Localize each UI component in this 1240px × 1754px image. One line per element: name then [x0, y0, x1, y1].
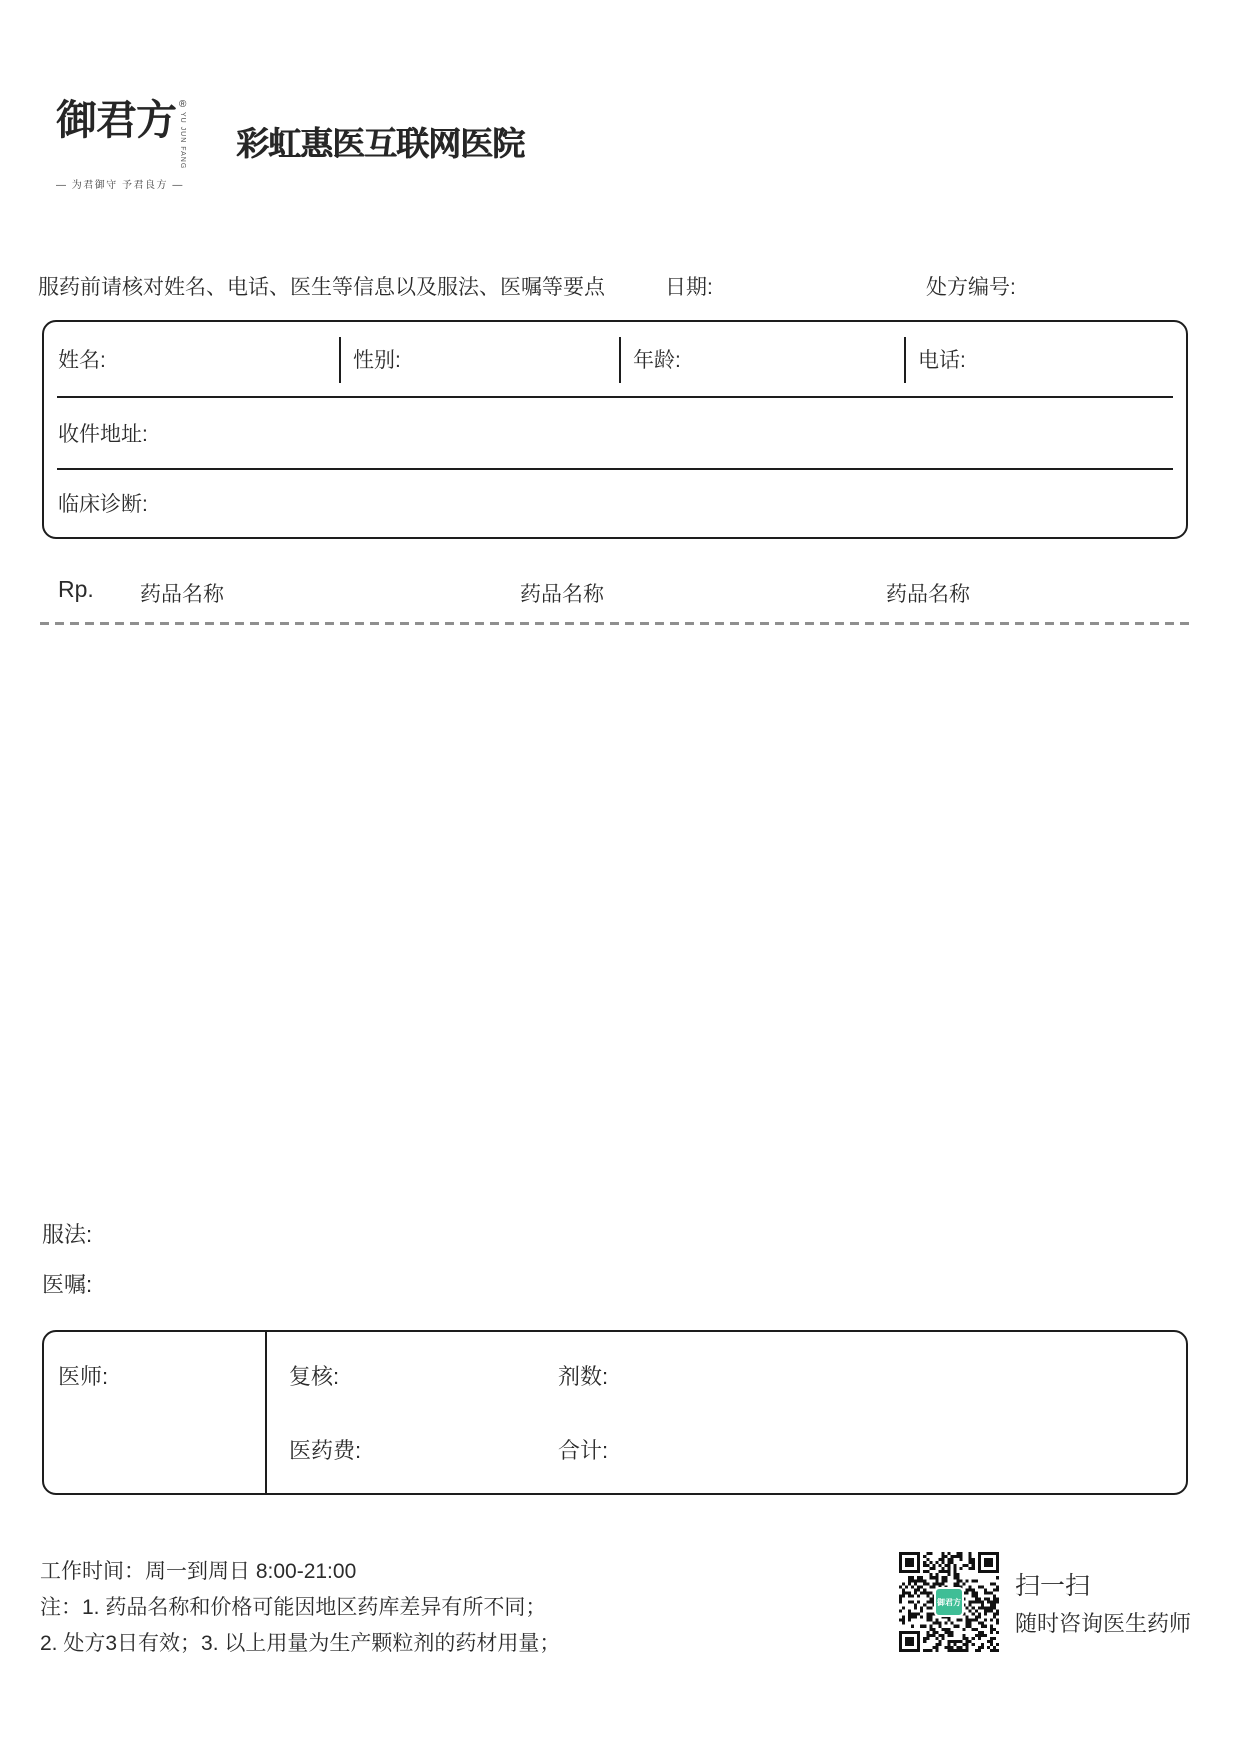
patient-info-box — [42, 320, 1188, 539]
qr-code — [899, 1551, 999, 1653]
drug-name-column-3: 药品名称 — [886, 583, 970, 606]
phone-field — [904, 322, 1186, 396]
phone-field-label: 电话: — [918, 349, 966, 372]
address-field — [44, 398, 1186, 468]
signature-box — [42, 1330, 1188, 1495]
rp-label: Rp. — [58, 576, 94, 602]
total-label: 合计: — [558, 1438, 609, 1463]
age-field-label: 年龄: — [633, 349, 681, 372]
rx-header-row — [0, 576, 1240, 606]
diagnosis-field — [44, 470, 1186, 535]
name-field-label: 姓名: — [58, 349, 106, 372]
patient-row-basic — [44, 322, 1186, 396]
name-field — [44, 322, 339, 396]
address-field-label: 收件地址: — [58, 423, 148, 446]
qr-center-logo: 御君方 — [934, 1587, 964, 1617]
registered-trademark-icon: ® — [179, 99, 187, 110]
notice-text: 服药前请核对姓名、电话、医生等信息以及服法、医嘱等要点 — [38, 276, 605, 299]
advice-label: 医嘱: — [42, 1272, 93, 1297]
qr-scan-title: 扫一扫 — [1015, 1572, 1091, 1600]
usage-label: 服法: — [42, 1222, 93, 1247]
rx-dashed-separator — [40, 622, 1190, 625]
brand-logo — [56, 96, 206, 192]
drug-name-column-2: 药品名称 — [520, 583, 604, 606]
footer-note-line2: 2. 处方3日有效；3. 以上用量为生产颗粒剂的药材用量； — [40, 1632, 561, 1655]
gender-field-label: 性别: — [353, 349, 401, 372]
brand-tagline: — 为君御守 予君良方 — — [56, 180, 184, 192]
hospital-name: 彩虹惠医互联网医院 — [236, 125, 524, 162]
notice-row — [0, 271, 1240, 299]
signature-box-divider — [265, 1332, 267, 1493]
brand-vertical-text: YU JUN FANG — [179, 112, 187, 170]
age-field — [619, 322, 904, 396]
work-hours-text: 工作时间：周一到周日 8:00-21:00 — [40, 1560, 357, 1583]
medicine-fee-label: 医药费: — [289, 1438, 362, 1463]
gender-field — [339, 322, 619, 396]
qr-scan-subtitle: 随时咨询医生药师 — [1015, 1611, 1192, 1636]
dose-count-label: 剂数: — [558, 1364, 609, 1389]
footer-note-line1: 注：1. 药品名称和价格可能因地区药库差异有所不同； — [40, 1596, 547, 1619]
reviewer-label: 复核: — [289, 1364, 340, 1389]
drug-name-column-1: 药品名称 — [140, 583, 224, 606]
date-label: 日期: — [665, 276, 713, 299]
diagnosis-field-label: 临床诊断: — [58, 492, 148, 516]
doctor-label: 医师: — [58, 1364, 109, 1389]
rx-number-label: 处方编号: — [926, 276, 1016, 299]
brand-logo-text: 御君方 — [56, 96, 176, 144]
